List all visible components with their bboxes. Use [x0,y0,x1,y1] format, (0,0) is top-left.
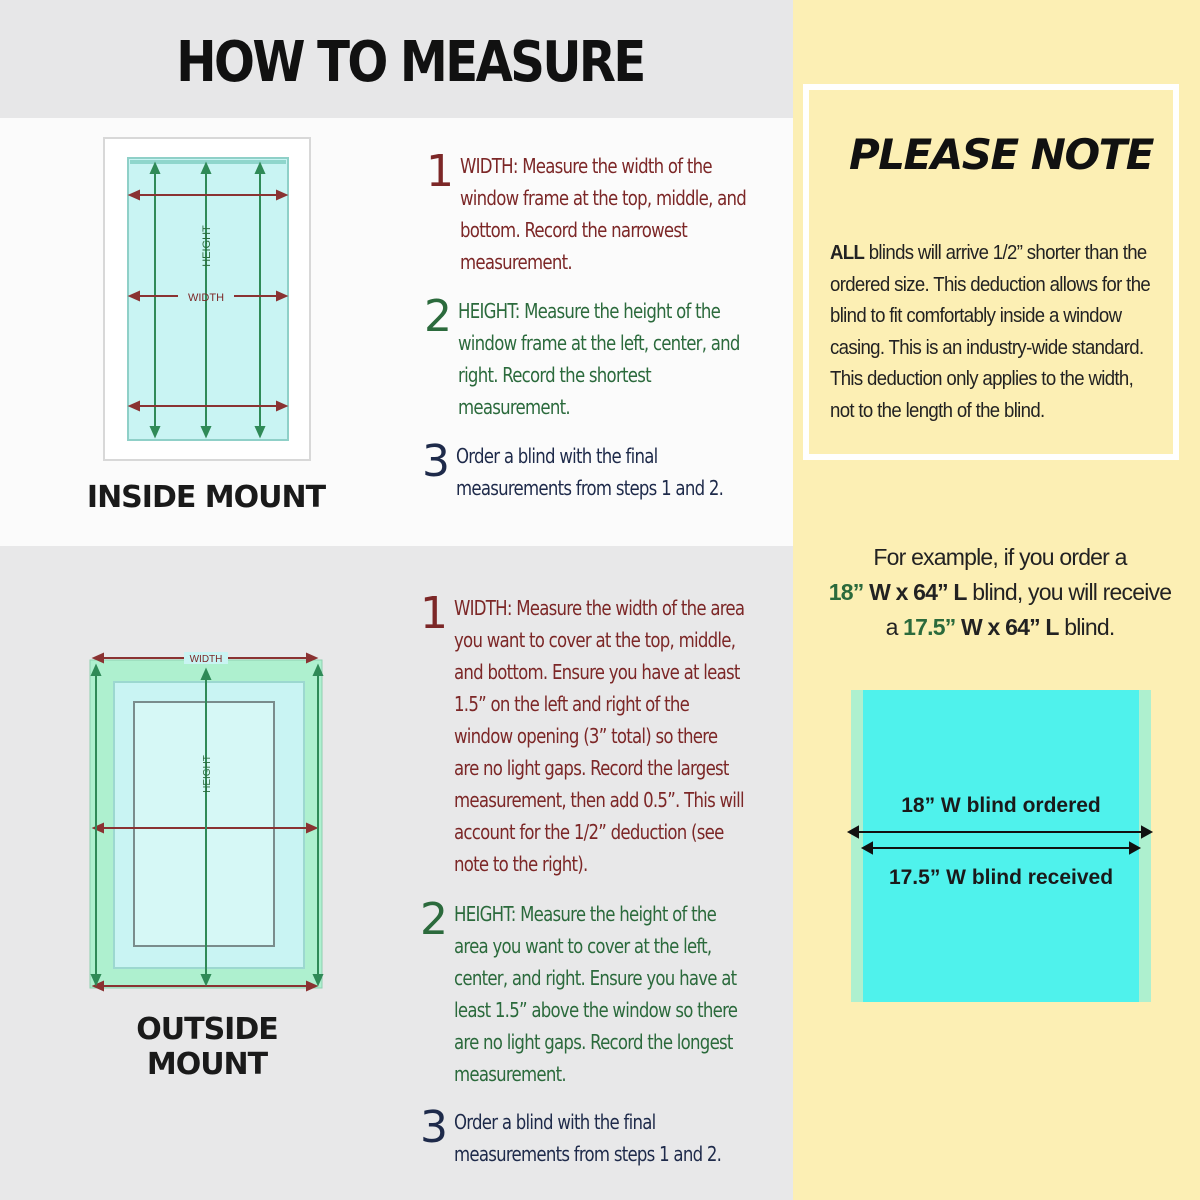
received-width: 17.5” [903,614,956,640]
outside-width-label: WIDTH [189,654,223,665]
inside-step-3 [422,436,746,504]
step-number: 3 [420,1102,446,1153]
step-number: 2 [424,291,450,342]
blind-ordered-label: 18” W blind ordered [901,794,1101,817]
note-bold-lead: ALL [830,242,865,264]
step-number: 1 [420,588,446,639]
note-body-text: blinds will arrive 1/2” shorter than the ordered size. This deduction allows for the blind to fit comfortably inside a window casing. This is an industry-wide standard. This deduction only applies to the width, not to the length of the blind. [830,242,1151,422]
step-number: 3 [422,436,448,487]
outside-step-1 [420,588,770,880]
inside-step-1 [426,146,771,278]
step-text: Order a blind with the final measurements from steps 1 and 2. [454,1110,722,1166]
outside-height-label: HEIGHT [202,755,213,793]
example-line-3 [820,610,1180,645]
received-size: W x 64” L [961,614,1059,640]
ordered-width: 18” [828,579,864,605]
outside-mount-diagram [84,644,329,999]
step-number: 2 [420,894,446,945]
example-line-3-tail: blind. [1064,614,1115,640]
outside-mount-label: OUTSIDE MOUNT [136,1012,278,1082]
inside-step-2 [424,291,764,423]
step-text: Order a blind with the final measurements from steps 1 and 2. [456,444,724,500]
note-title: PLEASE NOTE [849,130,1153,179]
ordered-size: W x 64” L [869,579,967,605]
step-text: HEIGHT: Measure the height of the window frame at the left, center, and right. Record the shortest measurement. [458,299,740,419]
example-line-1: For example, if you order a [873,544,1127,570]
step-number: 1 [426,146,452,197]
step-text: WIDTH: Measure the width of the area you want to cover at the top, middle, and bottom. Ensure you have at least 1.5” on the left and right of the window opening (3” total) so there are no light gaps. Record the largest measurement, then add 0.5”. This will account for the 1/2” deduction (see note to the right). [454,596,745,876]
example-text [820,540,1180,645]
page-title: HOW TO MEASURE [176,30,644,95]
step-text: HEIGHT: Measure the height of the area you want to cover at the left, center, and right. Ensure you have at least 1.5” above the window so there are no light gaps. Record the longest measurement. [454,902,738,1086]
outside-step-3 [420,1102,744,1170]
blind-comparison-figure [845,688,1155,1011]
example-line-3-head: a [885,614,898,640]
inside-width-label: WIDTH [187,292,225,304]
blind-received-label: 17.5” W blind received [888,866,1114,889]
inside-mount-label: INSIDE MOUNT [86,480,326,515]
note-body [830,238,1151,427]
example-line-2 [820,575,1180,610]
outside-step-2 [420,894,762,1090]
inside-height-label: HEIGHT [201,225,213,267]
step-text: WIDTH: Measure the width of the window frame at the top, middle, and bottom. Record the narrowest measurement. [460,154,747,274]
inside-mount-diagram [100,136,315,464]
example-line-2-tail: blind, you will receive [972,579,1172,605]
